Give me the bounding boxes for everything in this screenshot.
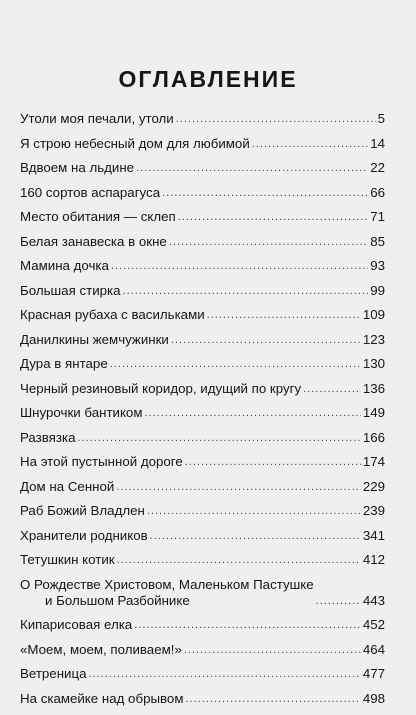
leader-dots	[110, 356, 361, 372]
leader-dots	[88, 666, 360, 682]
leader-dots	[176, 111, 376, 127]
toc-entry-title: На этой пустынной дороге	[20, 454, 183, 469]
toc-entry-title: Красная рубаха с васильками	[20, 307, 205, 322]
toc-entry[interactable]	[20, 332, 385, 348]
toc-entry-page: 341	[362, 527, 385, 543]
toc-entry-page: 229	[362, 478, 385, 494]
toc-entry[interactable]	[20, 185, 385, 201]
toc-entry-title: Белая занавеска в окне	[20, 233, 167, 249]
toc-entry-page: 5	[377, 111, 385, 126]
toc-entry[interactable]	[20, 258, 385, 274]
toc-entry-page: 443	[362, 592, 385, 608]
leader-dots	[150, 528, 361, 544]
toc-entry-title: Место обитания — склеп	[20, 209, 176, 224]
toc-entry-title: Мамина дочка	[20, 258, 109, 273]
toc-entry[interactable]	[20, 430, 385, 446]
toc-entry-page: 66	[370, 184, 385, 200]
toc-entry-page: 174	[362, 454, 385, 469]
toc-entry-page: 22	[370, 160, 385, 175]
toc-entry-title	[20, 577, 314, 609]
toc-entry-page: 464	[362, 641, 385, 657]
toc-entry-page: 123	[362, 331, 385, 347]
leader-dots	[171, 332, 361, 348]
toc-entry[interactable]	[20, 405, 385, 421]
leader-dots	[136, 160, 368, 176]
toc-entry-title: «Моем, моем, поливаем!»	[20, 641, 182, 657]
toc-entry[interactable]	[20, 691, 385, 707]
toc-entry[interactable]	[20, 528, 385, 544]
leader-dots	[178, 209, 369, 225]
toc-entry-title: Дом на Сенной	[20, 478, 115, 494]
toc-entry-page: 71	[370, 209, 385, 224]
toc-entry-title: 160 сортов аспарагуса	[20, 184, 161, 200]
toc-entry-page: 452	[362, 617, 385, 632]
toc-entry-title: Ветреница	[20, 666, 87, 681]
leader-dots	[134, 617, 361, 633]
toc-entry-title: Черный резиновый коридор, идущий по кругу	[20, 380, 302, 396]
leader-dots	[162, 185, 368, 201]
toc-entry-page: 166	[362, 429, 385, 445]
leader-dots	[303, 381, 361, 397]
leader-dots	[184, 642, 361, 658]
leader-dots	[123, 283, 369, 299]
toc-entry-title: Развязка	[20, 429, 76, 445]
toc-entry-page: 149	[362, 405, 385, 420]
leader-dots	[252, 136, 368, 152]
toc-entry-title: Хранители родников	[20, 527, 148, 543]
toc-entry[interactable]	[20, 283, 385, 299]
toc-entry[interactable]	[20, 454, 385, 470]
toc-entry[interactable]	[20, 503, 385, 519]
toc-entry[interactable]	[20, 666, 385, 682]
toc-entry-title: Большая стирка	[20, 282, 121, 298]
leader-dots	[185, 691, 360, 707]
toc-entry-page: 93	[370, 258, 385, 273]
toc-entry[interactable]	[20, 111, 385, 127]
toc-entry-title-line1: О Рождестве Христовом, Маленьком Пастушке	[20, 576, 314, 592]
toc-entry-page: 85	[370, 233, 385, 249]
leader-dots	[117, 552, 361, 568]
toc-entry[interactable]	[20, 356, 385, 372]
toc-entry-page: 109	[362, 307, 385, 322]
page-title: ОГЛАВЛЕНИЕ	[118, 66, 298, 92]
toc-entry-title: Данилкины жемчужинки	[20, 331, 169, 347]
toc-entry[interactable]	[20, 136, 385, 152]
leader-dots	[185, 454, 361, 470]
toc-entry[interactable]	[20, 617, 385, 633]
toc-entry[interactable]	[20, 209, 385, 225]
toc-entry-title: Тетушкин котик	[20, 552, 115, 567]
leader-dots	[111, 258, 368, 274]
toc-entry-title: Раб Божий Владлен	[20, 503, 145, 518]
toc-entry-title-line2: и Большом Разбойнике	[45, 592, 190, 608]
toc-entry[interactable]	[20, 307, 385, 323]
toc-entry[interactable]	[20, 160, 385, 176]
toc-entry-page: 130	[362, 356, 385, 371]
toc-entry-page: 477	[362, 666, 385, 681]
leader-dots	[144, 405, 360, 421]
toc-entry-title: Утоли моя печали, утоли	[20, 111, 174, 126]
toc-entry-page: 99	[370, 282, 385, 298]
leader-dots	[78, 430, 361, 446]
toc-entry-title: Кипарисовая елка	[20, 617, 133, 632]
toc-entry-title: Шнурочки бантиком	[20, 405, 143, 420]
toc-entry-page: 412	[362, 552, 385, 567]
table-of-contents	[20, 111, 385, 715]
toc-entry-title: Вдвоем на льдине	[20, 160, 135, 175]
toc-entry[interactable]	[20, 381, 385, 397]
toc-entry-title: Дура в янтаре	[20, 356, 108, 371]
leader-dots	[316, 593, 361, 609]
toc-entry[interactable]	[20, 552, 385, 568]
toc-entry-page: 239	[362, 503, 385, 518]
toc-entry[interactable]	[20, 479, 385, 495]
leader-dots	[147, 503, 361, 519]
leader-dots	[207, 307, 361, 323]
toc-entry[interactable]	[20, 642, 385, 658]
toc-entry[interactable]	[20, 577, 385, 609]
toc-entry[interactable]	[20, 234, 385, 250]
toc-entry-title: На скамейке над обрывом	[20, 690, 184, 706]
toc-entry-page: 14	[370, 135, 385, 151]
toc-entry-title: Я строю небесный дом для любимой	[20, 135, 250, 151]
toc-entry-page: 498	[362, 690, 385, 706]
toc-entry-page: 136	[362, 380, 385, 396]
leader-dots	[116, 479, 360, 495]
leader-dots	[169, 234, 368, 250]
